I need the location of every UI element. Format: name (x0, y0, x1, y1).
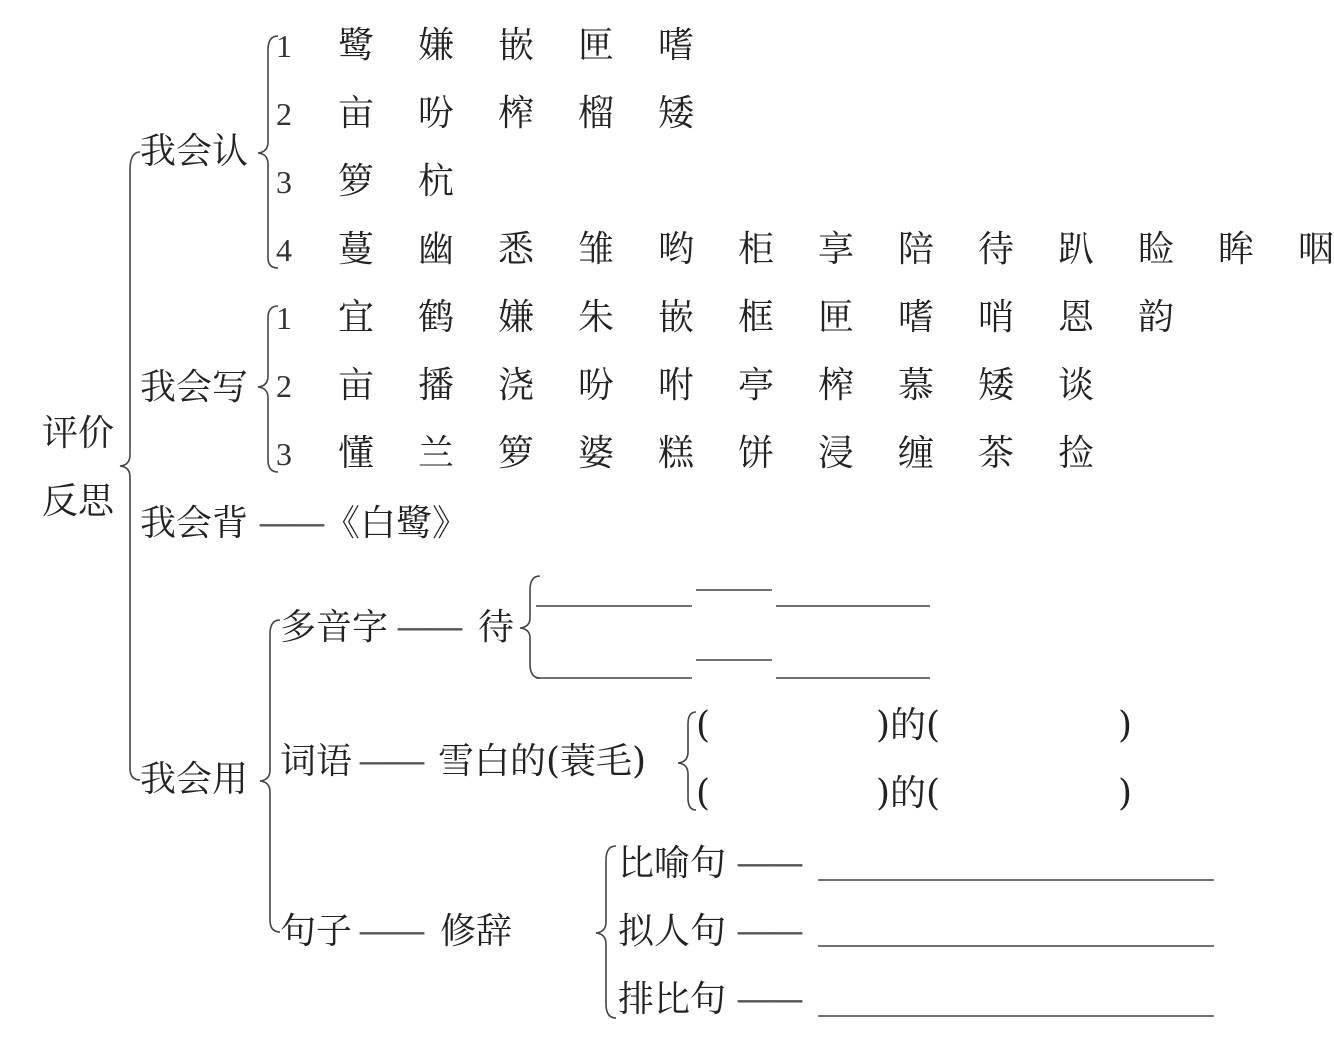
root-brace (120, 152, 140, 780)
xie-row-3-char: 饼 (738, 433, 775, 474)
ciyu-dash: —— (358, 741, 422, 782)
renshi-row-4-number: 4 (276, 232, 292, 268)
ciyu-phrase: 雪白的(蓑毛) (438, 741, 647, 782)
xie-row-1-char: 韵 (1138, 297, 1175, 338)
xie-row-3-char: 茶 (978, 433, 1015, 474)
renshi-row-4-char: 陪 (898, 229, 935, 270)
renshi-row-1-number: 1 (276, 28, 292, 64)
xie-row-2-char: 亭 (738, 365, 775, 406)
renshi-row-4-char: 睑 (1138, 229, 1175, 270)
yong-brace (260, 620, 280, 932)
root-label-line1: 评价 (42, 413, 115, 454)
renshi-row-1-char: 嫌 (418, 25, 455, 66)
xie-row-1-char: 宜 (338, 297, 375, 338)
xie-row-2-char: 吩 (578, 365, 615, 406)
renshi-row-2-char: 榴 (578, 93, 615, 134)
yong-label: 我会用 (140, 759, 249, 800)
renshi-row-4-char: 柜 (738, 229, 775, 270)
renshi-row-2-number: 2 (276, 96, 292, 132)
renshi-row-4-char: 雏 (578, 229, 615, 270)
bei-label: 我会背 (140, 503, 249, 544)
ciyu-label: 词语 (280, 741, 353, 782)
renshi-row-1-char: 嵌 (498, 25, 535, 66)
renshi-row-4-char: 幽 (418, 229, 455, 270)
renshi-row-3-char: 杭 (418, 161, 455, 202)
renshi-row-1-char: 匣 (578, 25, 615, 66)
renshi-row-1-char: 鹭 (338, 25, 375, 66)
xie-row-2-char: 播 (418, 365, 455, 406)
xie-row-1-char: 鹤 (418, 297, 455, 338)
renshi-row-2-char: 吩 (418, 93, 455, 134)
biyu-dash: —— (736, 843, 800, 884)
paibi-label: 排比句 (618, 979, 727, 1020)
renshi-row-4-char: 趴 (1058, 229, 1095, 270)
ciyu-brace (678, 712, 696, 810)
renshi-row-2-char: 榨 (498, 93, 535, 134)
renshi-label: 我会认 (140, 131, 249, 172)
renshi-brace (258, 36, 278, 268)
xie-row-1-char: 朱 (578, 297, 615, 338)
xie-row-1-char: 哨 (978, 297, 1015, 338)
xie-row-1-char: 嵌 (658, 297, 695, 338)
xie-row-3-char: 浸 (818, 433, 855, 474)
niren-label: 拟人句 (618, 911, 727, 952)
renshi-row-3-char: 箩 (338, 161, 375, 202)
ciyu-row-1-mid: )的( (876, 705, 941, 746)
juzi-label: 句子 (280, 911, 353, 952)
juzi-brace (596, 846, 616, 1018)
xie-row-3-char: 捡 (1058, 433, 1095, 474)
xie-row-3-char: 懂 (338, 433, 375, 474)
renshi-row-4-char: 悉 (498, 229, 535, 270)
xie-row-1-char: 匣 (818, 297, 855, 338)
paibi-dash: —— (736, 979, 800, 1020)
xie-row-1-char: 嫌 (498, 297, 535, 338)
xie-row-3-number: 3 (276, 436, 292, 472)
renshi-row-3-number: 3 (276, 164, 292, 200)
niren-dash: —— (736, 911, 800, 952)
bei-dash: —— (258, 503, 322, 544)
xie-brace (258, 306, 278, 472)
duoyin-label: 多音字 (280, 607, 389, 648)
xie-row-2-char: 咐 (658, 365, 695, 406)
renshi-row-4-char: 蔓 (338, 229, 375, 270)
ciyu-row-2-open: ( (696, 773, 711, 814)
xie-label: 我会写 (140, 367, 249, 408)
duoyin-dash: —— (396, 607, 460, 648)
xie-row-2-char: 矮 (978, 365, 1015, 406)
xie-row-3-char: 兰 (418, 433, 455, 474)
renshi-row-4-char: 眸 (1218, 229, 1255, 270)
xie-row-3-char: 箩 (498, 433, 535, 474)
renshi-row-4-char: 待 (978, 229, 1015, 270)
renshi-row-1-char: 嗜 (658, 25, 695, 66)
xie-row-1-number: 1 (276, 300, 292, 336)
xie-row-1-char: 嗜 (898, 297, 935, 338)
duoyin-char: 待 (478, 607, 515, 648)
xie-row-2-number: 2 (276, 368, 292, 404)
renshi-row-4-char: 享 (818, 229, 855, 270)
renshi-row-2-char: 矮 (658, 93, 695, 134)
xie-row-2-char: 亩 (338, 365, 375, 406)
ciyu-row-1-open: ( (696, 705, 711, 746)
root-label-line2: 反思 (42, 481, 115, 522)
xie-row-3-char: 缠 (898, 433, 935, 474)
xie-row-2-char: 谈 (1058, 365, 1095, 406)
xie-row-3-char: 婆 (578, 433, 615, 474)
ciyu-row-2-close: ) (1118, 773, 1133, 814)
renshi-row-4-char: 哟 (658, 229, 695, 270)
renshi-row-4-char: 咽 (1298, 229, 1334, 270)
xie-row-1-char: 恩 (1058, 297, 1095, 338)
xie-row-2-char: 浇 (498, 365, 535, 406)
ciyu-row-1-close: ) (1118, 705, 1133, 746)
juzi-dash: —— (358, 911, 422, 952)
xie-row-1-char: 框 (738, 297, 775, 338)
xie-row-3-char: 糕 (658, 433, 695, 474)
xie-row-2-char: 榨 (818, 365, 855, 406)
bei-text: 《白鹭》 (324, 503, 469, 544)
xiuci-label: 修辞 (440, 911, 513, 952)
renshi-row-2-char: 亩 (338, 93, 375, 134)
biyu-label: 比喻句 (618, 843, 727, 884)
dai-brace (520, 576, 540, 678)
xie-row-2-char: 慕 (898, 365, 935, 406)
ciyu-row-2-mid: )的( (876, 773, 941, 814)
